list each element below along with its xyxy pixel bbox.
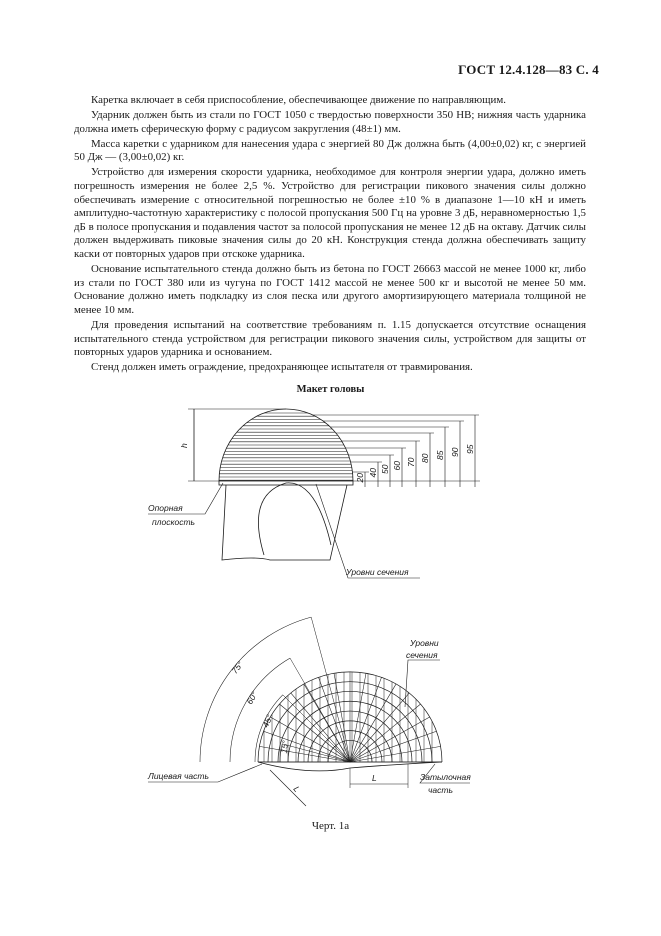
angle-label: 15° [278,739,291,754]
level-labels [355,444,475,483]
angle-label: 75° [229,659,246,676]
dimension-l-label: L [372,773,377,783]
level-label: 20 [355,473,365,483]
lower-contour [222,485,347,560]
section-levels-leader [316,484,420,578]
back-part-label: часть [428,785,453,795]
reference-plane-label: Опорная [148,503,183,513]
paragraph: Для проведения испытаний на соответствие требованиям п. 1.15 допускается отсутствие оснащения испытательного стенда устройством для регистрации пикового значения силы, устройством для защиты от повторных ударов ударника и основанием. [74,319,586,359]
level-label: 80 [420,453,430,463]
level-label: 85 [435,450,445,460]
level-label: 95 [465,444,475,454]
level-label: 90 [450,447,460,457]
level-label: 70 [406,457,416,467]
paragraph: Ударник должен быть из стали по ГОСТ 1050 с твердостью поверхности 350 НВ; нижняя часть ударника должна иметь сферическую форму с радиусом закругления (48±1) мм. [74,109,586,135]
back-part-label: Затылочная [420,772,471,782]
paragraph: Стенд должен иметь ограждение, предохраняющее испытателя от травмирования. [91,361,473,374]
angle-arc [200,617,311,762]
page-header: ГОСТ 12.4.128—83 С. 4 [458,62,599,77]
section-levels-label: Уровни [410,638,439,648]
level-label: 40 [368,468,378,478]
section-levels-label: сечения [406,650,438,660]
face-part-label: Лицевая часть [148,771,209,781]
dimension-l-label: L [291,784,303,794]
reference-plane-label: плоскость [152,517,195,527]
level-label: 60 [392,461,402,471]
figure-caption: Черт. 1а [311,820,350,832]
figure-title: Макет головы [296,384,365,395]
paragraph: Устройство для измерения скорости ударника, необходимое для контроля энергии удара, должно иметь погрешность измерения не более 2,5 %. Устройство для регистрации пикового значения силы должно обеспечивать измерение с относительной погрешностью не более ±10 % в диапазоне 1—10 кН и иметь амплитудно-частотную характеристику с полосой пропускания 500 Гц на уровне 3 дБ, неравномерностью 1,5 дБ в полосе пропускания и подавления частот за полосой пропускания не менее 12 дБ на октаву. Датчик силы должен выдерживать пиковые значения силы до 20 кН. Конструкция стенда должна обеспечивать защиту каски от повторных ударов при отскоке ударника. [74,166,586,261]
angle-label: 45° [260,712,275,729]
section-levels-leader [405,660,440,707]
paragraph: Каретка включает в себя приспособление, обеспечивающее движение по направляющим. [91,94,506,106]
height-label: h [179,443,189,448]
inner-contour [258,483,331,555]
paragraph: Основание испытательного стенда должно быть из бетона по ГОСТ 26663 массой не менее 1000 кг, либо из стали по ГОСТ 380 или из чугуна по ГОСТ 1412 массой не менее 500 кг и высотой не менее 50 мм. Основание должно иметь подкладку из слоя песка или другого амортизирующего материала толщиной не менее 10 мм. [74,263,586,316]
section-levels-label: Уровни сечения [346,567,409,577]
side-view [148,409,480,578]
angle-ray [282,744,350,762]
paragraph: Масса каретки с ударником для нанесения удара с энергией 80 Дж должна быть (4,00±0,02) кг, с энергией 50 Дж — (3,00±0,02) кг. [74,137,586,164]
angle-label: 60° [244,689,260,706]
level-label: 50 [380,464,390,474]
